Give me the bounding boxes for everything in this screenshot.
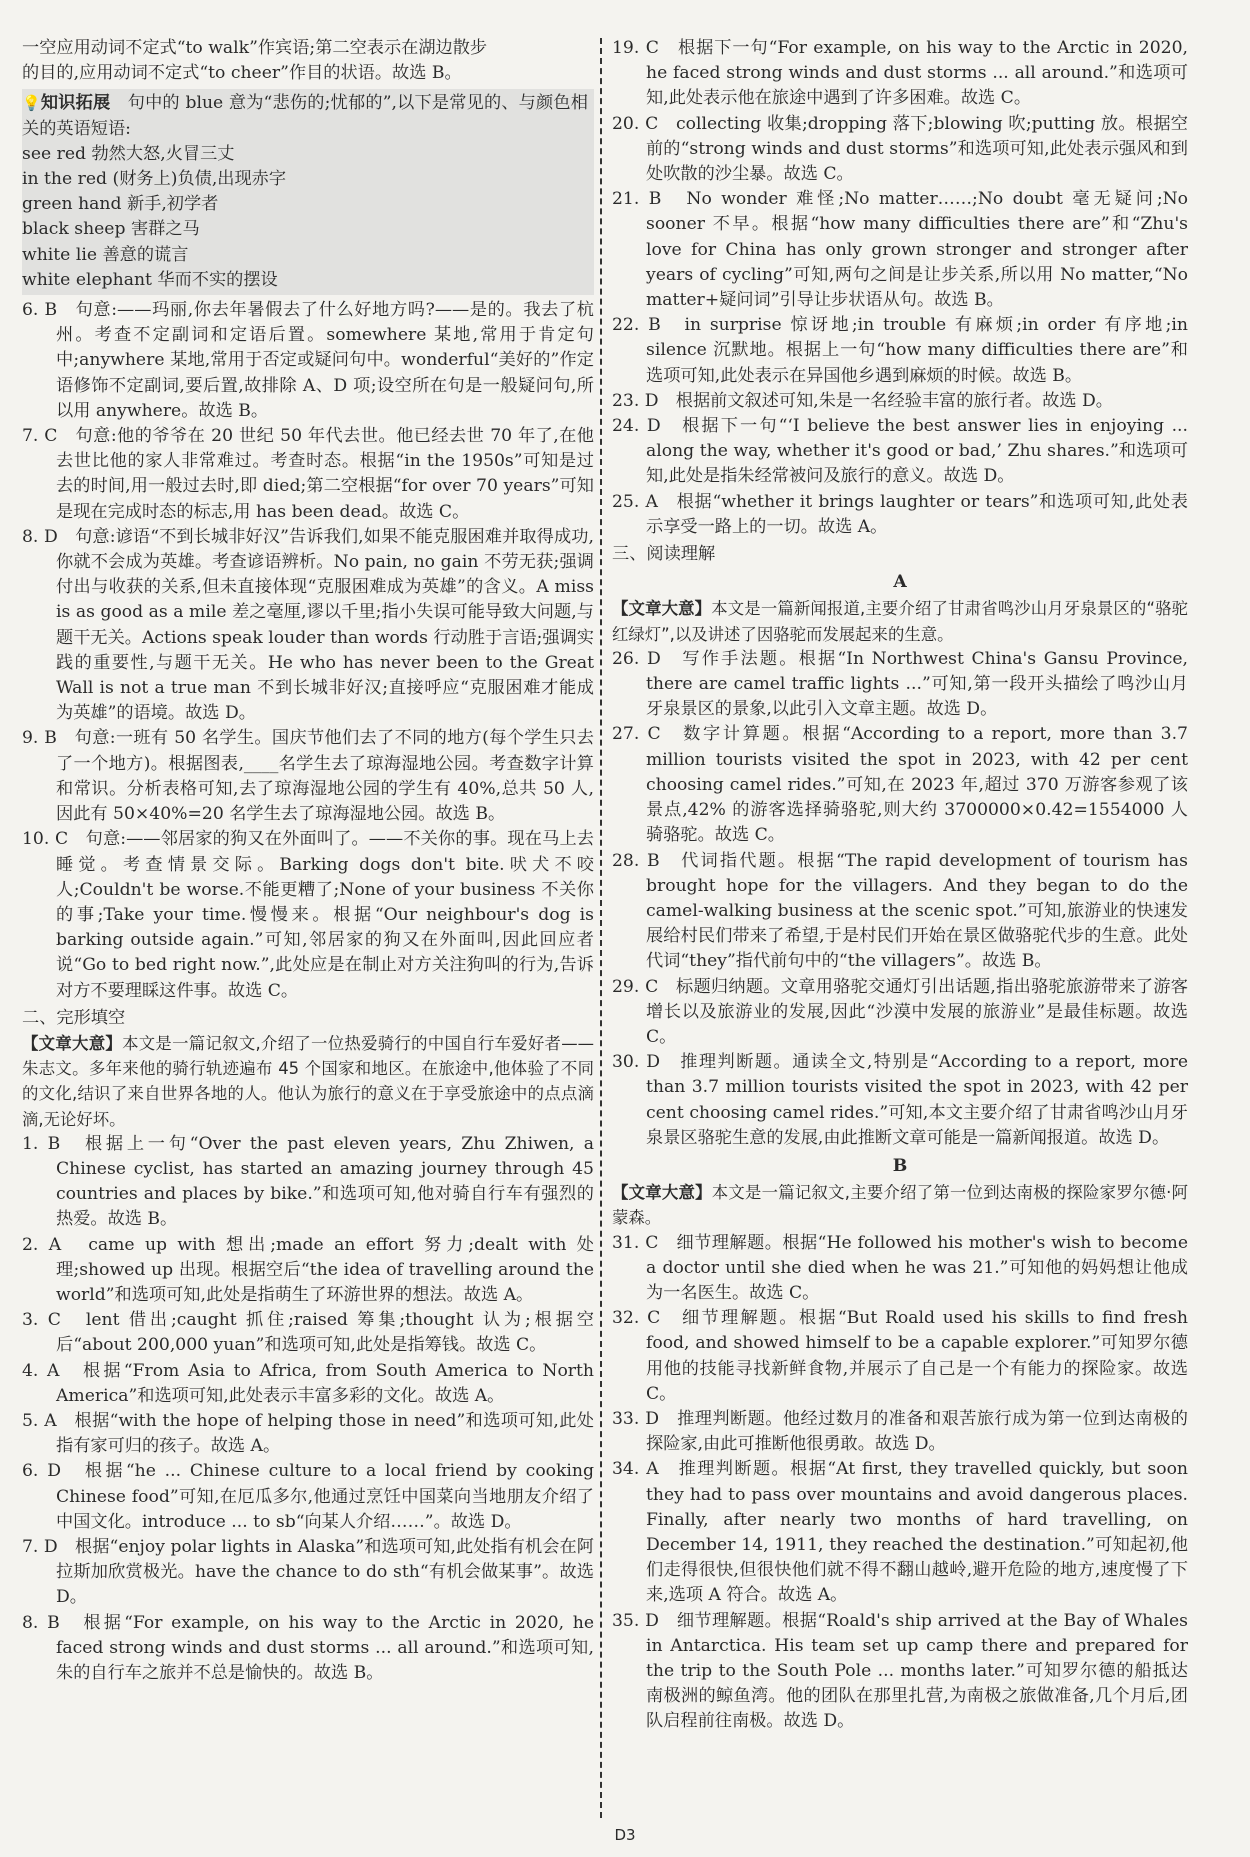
- answer-7: 7. C 句意:他的爷爷在 20 世纪 50 年代去世。他已经去世 70 年了,在他去世比他的家人非常难过。考查时态。根据“in the 1950s”可知是过去的时间,用一般过去时,即 died;第二空根据“for over 70 years”可知是现在完成时态的标志,用 has been dead。故选 C。: [22, 426, 594, 522]
- article-summary-b: 【文章大意】本文是一篇记叙文,主要介绍了第一位到达南极的探险家罗尔德·阿蒙森。: [612, 1183, 1189, 1228]
- answer-10: 10. C 句意:——邻居家的狗又在外面叫了。——不关你的事。现在马上去睡觉。考查情景交际。Barking dogs don't bite.吠犬不咬人;Couldn't be worse.不能更糟了;None of your business 不关你的事;Take your time.慢慢来。根据“Our neighbour's dog is barking outside again.”可知,邻居家的狗又在外面叫,因此回应者说“Go to bed right now.”,此处应是在制止对方关注狗叫的行为,告诉对方不要理睬这件事。故选 C。: [22, 829, 594, 1001]
- cloze-answer-25: 25. A 根据“whether it brings laughter or tears”和选项可知,此处表示享受一路上的一切。故选 A。: [612, 491, 1188, 537]
- page-number: D3: [614, 1826, 636, 1844]
- intro-line: 一空应用动词不定式“to walk”作宾语;第二空表示在湖边散步: [22, 38, 488, 58]
- section-heading: 二、完形填空: [22, 1007, 126, 1028]
- article-summary-a: 【文章大意】本文是一篇新闻报道,主要介绍了甘肃省鸣沙山月牙泉景区的“骆驼红绿灯”,以及讲述了因骆驼而发展起来的生意。: [612, 599, 1189, 644]
- phrase-item: white elephant 华而不实的摆设: [22, 269, 278, 290]
- reading-answer-31: 31. C 细节理解题。根据“He followed his mother's wish to become a doctor until she died when he was 21.”可知他的妈妈想让他成为一名医生。故选 C。: [612, 1232, 1188, 1303]
- knowledge-tip-box: [22, 89, 594, 295]
- cloze-answer-7: 7. D 根据“enjoy polar lights in Alaska”和选项可知,此处指有机会在阿拉斯加欣赏极光。have the chance to do sth“有机会做某事”。故选 D。: [22, 1536, 594, 1608]
- answer-8: 8. D 句意:谚语“不到长城非好汉”告诉我们,如果不能克服困难并取得成功,你就不会成为英雄。考查谚语辨析。No pain, no gain 不劳无获;强调付出与收获的关系,但未直接体现“克服困难成为英雄”的含义。A miss is as good as a mile 差之毫厘,谬以千里;指小失误可能导致大问题,与题干无关。Actions speak louder than words 行动胜于言语;强调实践的重要性,与题干无关。He who has never been to the Great Wall is not a true man 不到长城非好汉;直接呼应“克服困难才能成为英雄”的语境。故选 D。: [22, 526, 594, 724]
- phrase-item: black sheep 害群之马: [22, 219, 200, 240]
- reading-answer-26: 26. D 写作手法题。根据“In Northwest China's Gansu Province, there are camel traffic lights ...”可知,第一段开头描绘了鸣沙山月牙泉景区的景象,以此引入文章主题。故选 D。: [612, 648, 1188, 720]
- cloze-answer-6: 6. D 根据“he ... Chinese culture to a local friend by cooking Chinese food”可知,在厄瓜多尔,他通过烹饪中国菜向当地朋友介绍了中国文化。introduce ... to sb“向某人介绍……”。故选 D。: [22, 1461, 594, 1532]
- passage-a-heading: A: [893, 572, 907, 593]
- left-column: [22, 36, 594, 1686]
- cloze-answer-22: 22. B in surprise 惊讶地;in trouble 有麻烦;in order 有序地;in silence 沉默地。根据上一句“how many difficulties there are”和选项可知,此处表示在异国他乡遇到麻烦的时候。故选 B。: [612, 315, 1188, 386]
- cloze-answer-1: 1. B 根据上一句“Over the past eleven years, Zhu Zhiwen, a Chinese cyclist, has started an amazing journey through 45 countries and places by bike.”和选项可知,他对骑自行车有强烈的热爱。故选 B。: [22, 1133, 594, 1230]
- reading-answer-30: 30. D 推理判断题。通读全文,特别是“According to a report, more than 3.7 million tourists visited the spot in 2023, with 42 per cent choosing camel rides.”可知,本文主要介绍了甘肃省鸣沙山月牙泉景区骆驼生意的发展,由此推断文章可能是一篇新闻报道。故选 D。: [612, 1052, 1188, 1148]
- cloze-answer-23: 23. D 根据前文叙述可知,朱是一名经验丰富的旅行者。故选 D。: [612, 390, 1113, 411]
- answer-6: 6. B 句意:——玛丽,你去年暑假去了什么好地方吗?——是的。我去了杭州。考查不定副词和定语后置。somewhere 某地,常用于肯定句中;anywhere 某地,常用于否定或疑问句中。wonderful“美好的”作定语修饰不定副词,要后置,故排除 A、D 项;设空所在句是一般疑问句,所以用 anywhere。故选 B。: [22, 300, 594, 421]
- reading-answer-28: 28. B 代词指代题。根据“The rapid development of tourism has brought hope for the villagers. And they began to do the camel-walking business at the scenic spot.”可知,旅游业的快速发展给村民们带来了希望,于是村民们开始在景区做骆驼代步的生意。此处代词“they”指代前句中的“the villagers”。故选 B。: [612, 850, 1188, 972]
- knowledge-tip-intro: 💡知识拓展 句中的 blue 意为“悲伤的;忧郁的”,以下是常见的、与颜色相关的英语短语:: [22, 93, 588, 139]
- lightbulb-icon: 💡: [22, 94, 41, 113]
- answer-9: 9. B 句意:一班有 50 名学生。国庆节他们去了不同的地方(每个学生只去了一个地方)。根据图表,____名学生去了琼海湿地公园。考查数字计算和常识。分析表格可知,去了琼海湿地公园的学生有 40%,总共 50 人,因此有 50×40%=20 名学生去了琼海湿地公园。故选 B。: [22, 728, 594, 825]
- cloze-answer-3: 3. C lent 借出;caught 抓住;raised 筹集;thought 认为;根据空后“about 200,000 yuan”和选项可知,此处是指筹钱。故选 C。: [22, 1310, 594, 1356]
- right-column: [612, 36, 1188, 1735]
- reading-answer-35: 35. D 细节理解题。根据“Roald's ship arrived at the Bay of Whales in Antarctica. His team set up camp there and prepared for the trip to the South Pole ... months later.”可知罗尔德的船抵达南极洲的鲸鱼湾。他的团队在那里扎营,为南极之旅做准备,几个月后,团队启程前往南极。故选 D。: [612, 1610, 1188, 1732]
- cloze-answer-5: 5. A 根据“with the hope of helping those in need”和选项可知,此处指有家可归的孩子。故选 A。: [22, 1410, 594, 1457]
- cloze-answer-2: 2. A came up with 想出;made an effort 努力;dealt with 处理;showed up 出现。根据空后“the idea of travelling around the world”和选项可知,此处是指萌生了环游世界的想法。故选 A。: [22, 1234, 594, 1305]
- section-heading: 三、阅读理解: [612, 544, 716, 565]
- article-summary: 【文章大意】本文是一篇记叙文,介绍了一位热爱骑行的中国自行车爱好者——朱志文。多年来他的骑行轨迹遍布 45 个国家和地区。在旅途中,他体验了不同的文化,结识了来自世界各地的人。他认为旅行的意义在于享受旅途中的点点滴滴,无论好坏。: [22, 1033, 594, 1129]
- phrase-item: in the red (财务上)负债,出现赤字: [22, 169, 287, 190]
- cloze-answer-24: 24. D 根据下一句“‘I believe the best answer lies in enjoying ... along the way, whether it's good or bad,’ Zhu shares.”和选项可知,此处是指朱经常被问及旅行的意义。故选 D。: [612, 416, 1188, 487]
- cloze-answer-20: 20. C collecting 收集;dropping 落下;blowing 吹;putting 放。根据空前的“strong winds and dust storms”和选项可知,此处表示强风和到处吹散的沙尘暴。故选 C。: [612, 113, 1188, 185]
- knowledge-tip-label: 知识拓展: [40, 93, 111, 114]
- phrase-item: green hand 新手,初学者: [22, 194, 219, 215]
- cloze-answer-19: 19. C 根据下一句“For example, on his way to the Arctic in 2020, he faced strong winds and dust storms ... all around.”和选项可知,此处表示他在旅途中遇到了许多困难。故选 C。: [612, 38, 1188, 109]
- phrase-item: see red 勃然大怒,火冒三丈: [22, 143, 235, 164]
- reading-answer-33: 33. D 推理判断题。他经过数月的准备和艰苦旅行成为第一位到达南极的探险家,由此可推断他很勇敢。故选 D。: [612, 1408, 1188, 1455]
- cloze-answer-8: 8. B 根据“For example, on his way to the Arctic in 2020, he faced strong winds and dust storms ... all around.”和选项可知,朱的自行车之旅并不总是愉快的。故选 B。: [22, 1612, 594, 1683]
- intro-line: 的目的,应用动词不定式“to cheer”作目的状语。故选 B。: [22, 63, 462, 84]
- column-divider: [600, 38, 602, 1818]
- passage-b-heading: B: [892, 1155, 908, 1176]
- reading-answer-34: 34. A 推理判断题。根据“At first, they travelled quickly, but soon they had to pass over mountains and avoid dangerous places. Finally, after nearly two months of hard travelling, on December 14, 1911, they reached the destination.”可知起初,他们走得很快,但很快他们就不得不翻山越岭,避开危险的地方,速度慢了下来,选项 A 符合。故选 A。: [612, 1459, 1188, 1606]
- phrase-item: white lie 善意的谎言: [22, 244, 189, 265]
- cloze-answer-4: 4. A 根据“From Asia to Africa, from South America to North America”和选项可知,此处表示丰富多彩的文化。故选 A。: [22, 1360, 594, 1406]
- reading-answer-32: 32. C 细节理解题。根据“But Roald used his skills to find fresh food, and showed himself to be a capable explorer.”可知罗尔德用他的技能寻找新鲜食物,并展示了自己是一个有能力的探险家。故选 C。: [612, 1308, 1188, 1404]
- cloze-answer-21: 21. B No wonder 难怪;No matter……;No doubt 毫无疑问;No sooner 不早。根据“how many difficulties there are”和“Zhu's love for China has only grown stronger and stronger after years of cycling”可知,两句之间是让步关系,所以用 No matter,“No matter+疑问词”引导让步状语从句。故选 B。: [612, 189, 1188, 311]
- reading-answer-29: 29. C 标题归纳题。文章用骆驼交通灯引出话题,指出骆驼旅游带来了游客增长以及旅游业的发展,因此“沙漠中发展的旅游业”是最佳标题。故选 C。: [612, 976, 1188, 1047]
- reading-answer-27: 27. C 数字计算题。根据“According to a report, more than 3.7 million tourists visited the spot in 2023, with 42 per cent choosing camel rides.”可知,在 2023 年,超过 370 万游客参观了该景点,42% 的游客选择骑骆驼,则大约 3700000×0.42=1554000 人骑骆驼。故选 C。: [612, 724, 1188, 846]
